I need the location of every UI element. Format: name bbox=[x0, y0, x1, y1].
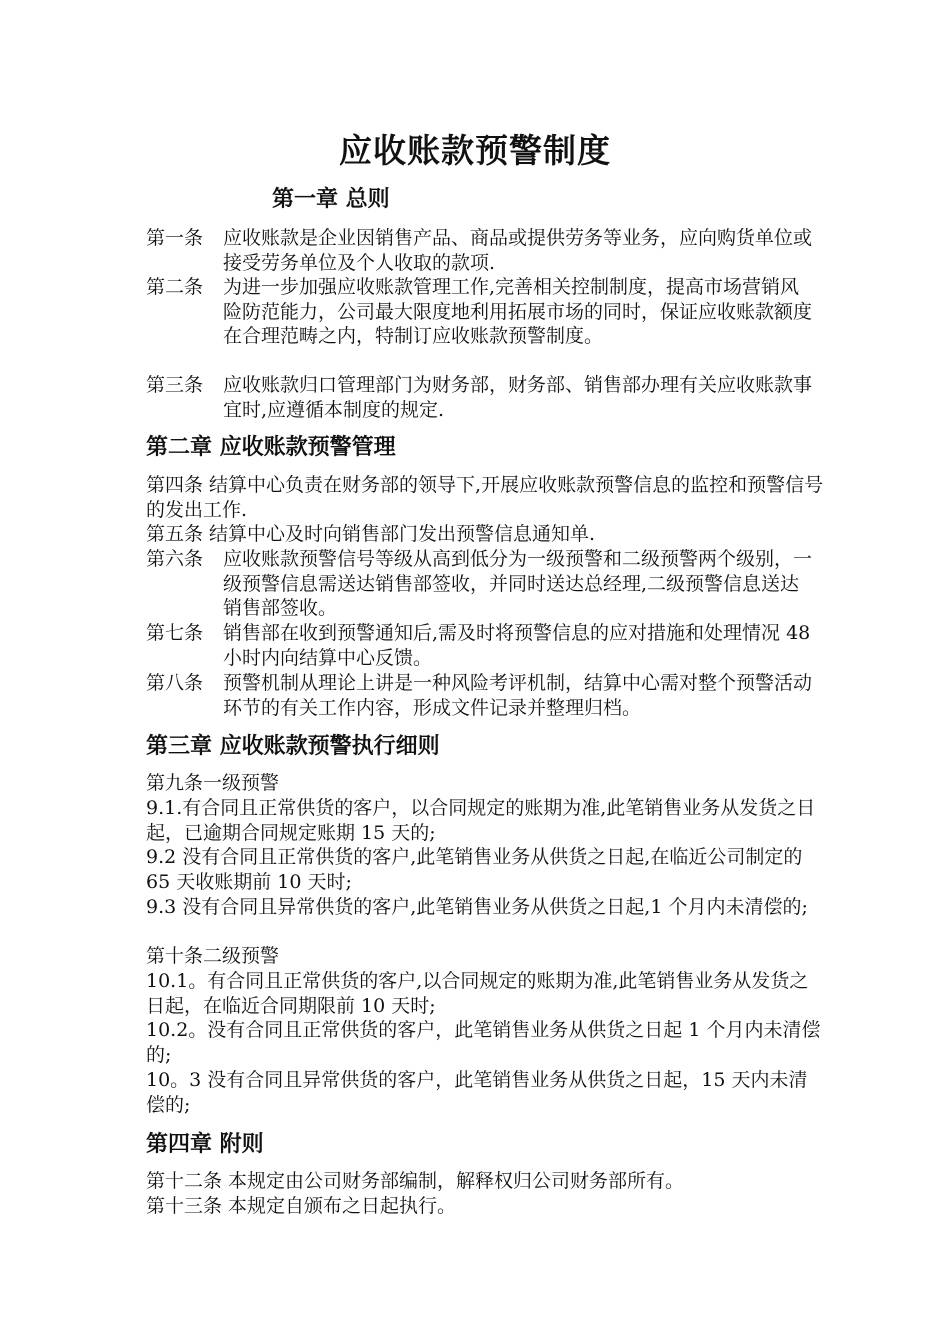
article-label: 第三条 bbox=[146, 374, 204, 396]
article-12: 第十二条 本规定由公司财务部编制，解释权归公司财务部所有。 bbox=[146, 1170, 685, 1192]
chapter-1-heading: 第一章 总则 bbox=[272, 186, 390, 212]
article-text: 销售部在收到预警通知后,需及时将预警信息的应对措施和处理情况 48 小时内向结算中心反馈。 bbox=[223, 622, 811, 669]
article-text: 应收账款是企业因销售产品、商品或提供劳务等业务，应向购货单位或接受劳务单位及个人收取的款项. bbox=[223, 227, 813, 274]
article-10-heading: 第十条二级预警 bbox=[146, 945, 280, 967]
article-3 bbox=[146, 373, 816, 422]
article-text: 为进一步加强应收账款管理工作,完善相关控制制度，提高市场营销风险防范能力，公司最大限度地利用拓展市场的同时，保证应收账款额度在合理范畴之内，特制订应收账款预警制度。 bbox=[223, 276, 813, 347]
chapter-2-heading: 第二章 应收账款预警管理 bbox=[146, 434, 396, 460]
clause-10-3: 10。3 没有合同且异常供货的客户，此笔销售业务从供货之日起，15 天内未清偿的; bbox=[146, 1069, 808, 1116]
article-9-heading: 第九条一级预警 bbox=[146, 772, 280, 794]
article-7 bbox=[146, 621, 816, 670]
article-label: 第八条 bbox=[146, 672, 204, 694]
article-label: 第一条 bbox=[146, 227, 204, 249]
clause-10-1: 10.1。有合同且正常供货的客户,以合同规定的账期为准,此笔销售业务从发货之日起，在临近合同期限前 10 天时; bbox=[146, 970, 809, 1017]
article-text: 应收账款归口管理部门为财务部，财务部、销售部办理有关应收账款事宜时,应遵循本制度的规定. bbox=[223, 374, 813, 421]
article-label: 第二条 bbox=[146, 276, 204, 298]
article-4: 第四条 结算中心负责在财务部的领导下,开展应收账款预警信息的监控和预警信号的发出工作. bbox=[146, 474, 824, 521]
article-text: 预警机制从理论上讲是一种风险考评机制，结算中心需对整个预警活动环节的有关工作内容，形成文件记录并整理归档。 bbox=[223, 672, 813, 719]
article-text: 应收账款预警信号等级从高到低分为一级预警和二级预警两个级别，一级预警信息需送达销售部签收，并同时送达总经理,二级预警信息送达销售部签收。 bbox=[223, 548, 813, 619]
clause-10-2: 10.2。没有合同且正常供货的客户，此笔销售业务从供货之日起 1 个月内未清偿的; bbox=[146, 1019, 821, 1066]
article-2 bbox=[146, 275, 816, 349]
article-1 bbox=[146, 226, 816, 275]
clause-9-1: 9.1.有合同且正常供货的客户，以合同规定的账期为准,此笔销售业务从发货之日起，已逾期合同规定账期 15 天的; bbox=[146, 797, 816, 844]
article-5: 第五条 结算中心及时向销售部门发出预警信息通知单. bbox=[146, 523, 596, 545]
article-6 bbox=[146, 547, 816, 621]
article-8 bbox=[146, 671, 816, 720]
article-label: 第七条 bbox=[146, 622, 204, 644]
chapter-4-heading: 第四章 附则 bbox=[146, 1131, 264, 1157]
article-label: 第六条 bbox=[146, 548, 204, 570]
document-title: 应收账款预警制度 bbox=[339, 131, 611, 170]
clause-9-3: 9.3 没有合同且异常供货的客户,此笔销售业务从供货之日起,1 个月内未清偿的; bbox=[146, 896, 808, 918]
chapter-3-heading: 第三章 应收账款预警执行细则 bbox=[146, 733, 440, 759]
clause-9-2: 9.2 没有合同且正常供货的客户,此笔销售业务从供货之日起,在临近公司制定的 65 天收账期前 10 天时; bbox=[146, 846, 803, 893]
article-13: 第十三条 本规定自颁布之日起执行。 bbox=[146, 1195, 457, 1217]
